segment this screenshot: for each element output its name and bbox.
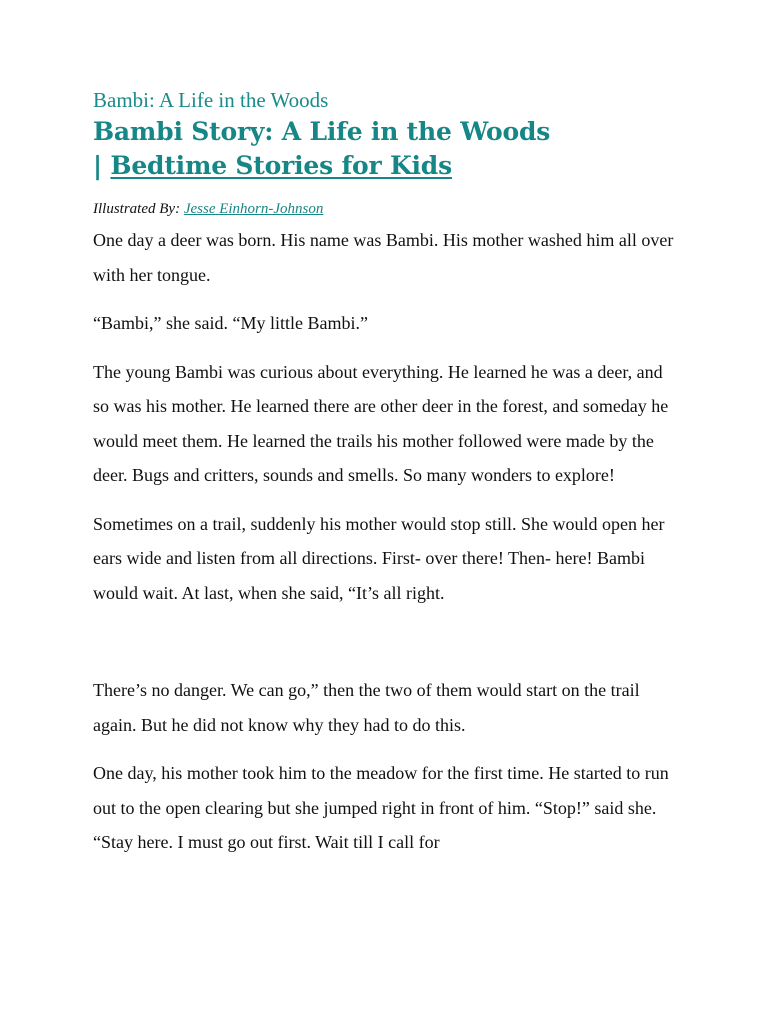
paragraph-6: One day, his mother took him to the meadow for the first time. He started to run out to the open clearing but she jumped right in front of him. “Stop!” said she. “Stay here. I must go out first. Wait till I call for (93, 763, 669, 852)
document-page (93, 88, 683, 860)
title-line-1: Bambi Story: A Life in the Woods (93, 117, 551, 146)
paragraph-3: The young Bambi was curious about everything. He learned he was a deer, and so was his mother. He learned there are other deer in the forest, and someday he would meet them. He learned the trails his mother followed were made by the deer. Bugs and critters, sounds and smells. So many wonders to explore! (93, 361, 669, 485)
page-title (93, 115, 683, 183)
title-link[interactable]: Bedtime Stories for Kids (110, 151, 452, 180)
paragraph-1: One day a deer was born. His name was Bambi. His mother washed him all over with her tongue. (93, 230, 674, 285)
byline-label: Illustrated By: (93, 201, 184, 217)
paragraph-2: “Bambi,” she said. “My little Bambi.” (93, 313, 368, 333)
paragraph-5: There’s no danger. We can go,” then the two of them would start on the trail again. But he did not know why they had to do this. (93, 680, 640, 735)
byline (93, 199, 683, 219)
title-prefix: | (93, 151, 111, 180)
paragraph-4: Sometimes on a trail, suddenly his mother would stop still. She would open her ears wide and listen from all directions. First- over there! Then- here! Bambi would wait. At last, when she said, “It’s all right. (93, 513, 665, 603)
document-header: Bambi: A Life in the Woods (93, 88, 329, 112)
author-link[interactable]: Jesse Einhorn-Johnson (183, 201, 324, 217)
